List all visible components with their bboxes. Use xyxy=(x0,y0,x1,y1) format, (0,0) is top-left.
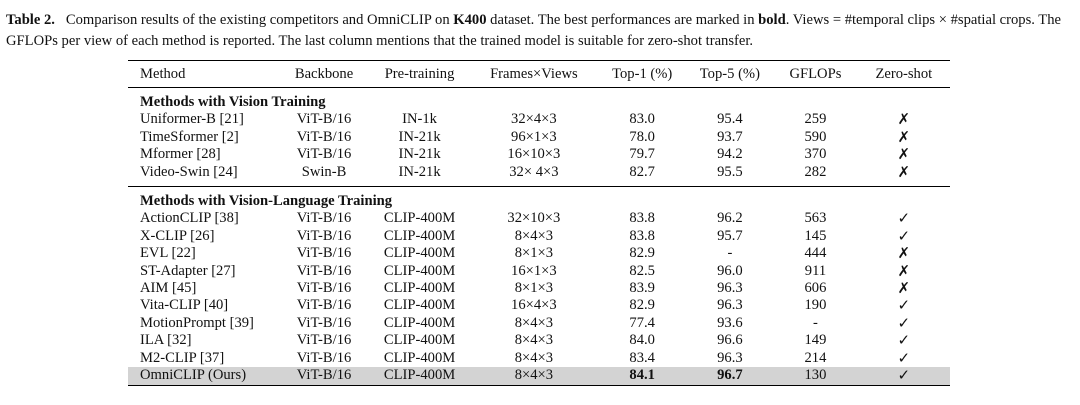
table-row xyxy=(128,129,950,146)
cell-frames: 16×10×3 xyxy=(507,146,561,163)
cell-zeroshot: ✓ xyxy=(897,313,911,332)
cell-method: EVL [22] xyxy=(140,245,196,262)
cell-zeroshot: ✓ xyxy=(897,209,911,228)
table-header-row xyxy=(128,61,950,88)
cell-top5: 96.3 xyxy=(717,280,743,297)
header-pretraining: Pre-training xyxy=(369,61,470,88)
cell-pretraining: IN-1k xyxy=(402,111,437,128)
cell-pretraining: CLIP-400M xyxy=(383,280,456,297)
cell-pretraining: IN-21k xyxy=(398,128,441,145)
cell-top5: 95.4 xyxy=(717,111,743,128)
cell-pretraining: CLIP-400M xyxy=(383,297,456,314)
cell-top1: 83.8 xyxy=(629,210,655,227)
cell-backbone: ViT-B/16 xyxy=(296,280,352,297)
cell-frames: 8×4×3 xyxy=(514,314,554,331)
header-frames-views: Frames×Views xyxy=(470,61,598,88)
cell-gflops: 606 xyxy=(804,280,827,297)
cell-frames: 96×1×3 xyxy=(511,128,557,145)
header-top1: Top-1 (%) xyxy=(598,61,687,88)
cell-gflops: 145 xyxy=(804,227,827,244)
cell-pretraining: CLIP-400M xyxy=(369,367,470,385)
cell-frames: 8×4×3 xyxy=(514,332,554,349)
cell-zeroshot: ✗ xyxy=(897,110,911,129)
cell-method: X-CLIP [26] xyxy=(140,227,215,244)
cell-gflops: 282 xyxy=(804,163,827,180)
cell-method: ILA [32] xyxy=(140,332,192,349)
table-row xyxy=(128,263,950,280)
table-row xyxy=(128,315,950,332)
cell-zeroshot: ✗ xyxy=(897,127,911,146)
cell-frames: 32× 4×3 xyxy=(509,163,559,180)
caption-label: Table 2. xyxy=(6,12,55,28)
cell-top5: 95.5 xyxy=(717,163,743,180)
cell-zeroshot: ✗ xyxy=(897,279,911,298)
cell-pretraining: CLIP-400M xyxy=(383,227,456,244)
cell-top1: 84.0 xyxy=(629,332,655,349)
cell-top5: 93.7 xyxy=(717,128,743,145)
cell-zeroshot: ✗ xyxy=(897,145,911,164)
table-row xyxy=(128,164,950,181)
cell-backbone: ViT-B/16 xyxy=(279,367,369,385)
cell-pretraining: CLIP-400M xyxy=(383,349,456,366)
cell-backbone: ViT-B/16 xyxy=(296,146,352,163)
cell-gflops: 130 xyxy=(773,367,857,385)
cell-pretraining: CLIP-400M xyxy=(383,245,456,262)
caption-dataset: K400 xyxy=(453,12,487,28)
cell-gflops: - xyxy=(813,314,818,331)
cell-backbone: ViT-B/16 xyxy=(296,227,352,244)
cell-top5: 96.2 xyxy=(717,210,743,227)
cell-frames: 8×4×3 xyxy=(470,367,598,385)
table-row xyxy=(128,245,950,262)
cell-frames: 16×1×3 xyxy=(511,262,557,279)
cell-gflops: 563 xyxy=(804,210,827,227)
cell-zeroshot: ✗ xyxy=(897,244,911,263)
cell-method: Vita-CLIP [40] xyxy=(140,297,229,314)
cell-top5: 96.6 xyxy=(717,332,743,349)
cell-frames: 32×10×3 xyxy=(507,210,561,227)
cell-pretraining: IN-21k xyxy=(398,146,441,163)
cell-backbone: ViT-B/16 xyxy=(296,332,352,349)
caption-text-1: Comparison results of the existing competitors and OmniCLIP on xyxy=(65,12,454,28)
cell-top1: 83.0 xyxy=(629,111,655,128)
cell-method: ActionCLIP [38] xyxy=(140,210,239,227)
cell-backbone: Swin-B xyxy=(301,163,347,180)
cell-pretraining: CLIP-400M xyxy=(383,210,456,227)
cell-method: Mformer [28] xyxy=(140,146,221,163)
cell-pretraining: CLIP-400M xyxy=(383,332,456,349)
cell-gflops: 190 xyxy=(804,297,827,314)
cell-top5: 93.6 xyxy=(717,314,743,331)
header-method: Method xyxy=(128,61,279,88)
cell-top1: 78.0 xyxy=(629,128,655,145)
section-title-row xyxy=(128,88,950,112)
cell-backbone: ViT-B/16 xyxy=(296,314,352,331)
cell-gflops: 214 xyxy=(804,349,827,366)
cell-zeroshot: ✓ xyxy=(897,331,911,350)
table-body xyxy=(128,88,950,386)
cell-backbone: ViT-B/16 xyxy=(296,111,352,128)
table-row xyxy=(128,210,950,227)
table-row xyxy=(128,367,950,385)
cell-top1: 77.4 xyxy=(629,314,655,331)
cell-top1: 82.7 xyxy=(629,163,655,180)
cell-top5: 96.0 xyxy=(717,262,743,279)
cell-zeroshot: ✗ xyxy=(897,261,911,280)
cell-top5: 96.3 xyxy=(717,349,743,366)
cell-method: Video-Swin [24] xyxy=(140,163,238,180)
cell-backbone: ViT-B/16 xyxy=(296,349,352,366)
cell-top1: 83.9 xyxy=(629,280,655,297)
cell-method: Uniformer-B [21] xyxy=(140,111,244,128)
cell-frames: 8×4×3 xyxy=(514,227,554,244)
cell-gflops: 911 xyxy=(804,262,827,279)
cell-gflops: 370 xyxy=(804,146,827,163)
section-title-row xyxy=(128,187,950,210)
comparison-table xyxy=(128,60,950,386)
cell-pretraining: IN-21k xyxy=(398,163,441,180)
cell-frames: 8×1×3 xyxy=(514,245,554,262)
cell-top1: 79.7 xyxy=(629,146,655,163)
cell-zeroshot: ✓ xyxy=(858,367,950,385)
cell-backbone: ViT-B/16 xyxy=(296,245,352,262)
cell-top1: 82.5 xyxy=(629,262,655,279)
cell-pretraining: CLIP-400M xyxy=(383,262,456,279)
cell-zeroshot: ✓ xyxy=(897,226,911,245)
table-row xyxy=(128,146,950,163)
table-row xyxy=(128,280,950,297)
table-row xyxy=(128,332,950,349)
cell-gflops: 444 xyxy=(804,245,827,262)
header-zero-shot: Zero-shot xyxy=(858,61,950,88)
table-row xyxy=(128,350,950,367)
cell-method: OmniCLIP (Ours) xyxy=(128,367,279,385)
cell-gflops: 259 xyxy=(804,111,827,128)
cell-method: TimeSformer [2] xyxy=(140,128,239,145)
cell-top1: 83.4 xyxy=(629,349,655,366)
cell-zeroshot: ✓ xyxy=(897,296,911,315)
cell-zeroshot: ✗ xyxy=(897,162,911,181)
cell-method: MotionPrompt [39] xyxy=(140,314,254,331)
caption-text-3: . Views = #temporal clips × #spatial crops. The GFLOPs per view of each method is reported. The last column mentions that the trained model is suitable for zero-shot transfer. xyxy=(6,12,1061,49)
header-top5: Top-5 (%) xyxy=(687,61,774,88)
table-row xyxy=(128,297,950,314)
cell-gflops: 590 xyxy=(804,128,827,145)
cell-top1: 82.9 xyxy=(629,245,655,262)
cell-frames: 8×4×3 xyxy=(514,349,554,366)
header-gflops: GFLOPs xyxy=(773,61,857,88)
cell-top5: 96.3 xyxy=(717,297,743,314)
cell-gflops: 149 xyxy=(804,332,827,349)
cell-top1: 82.9 xyxy=(629,297,655,314)
table-row xyxy=(128,111,950,128)
cell-backbone: ViT-B/16 xyxy=(296,297,352,314)
cell-backbone: ViT-B/16 xyxy=(296,128,352,145)
cell-top5: - xyxy=(727,245,733,262)
table-row xyxy=(128,228,950,245)
table-caption xyxy=(6,10,1074,52)
cell-top5: 96.7 xyxy=(687,367,774,385)
cell-backbone: ViT-B/16 xyxy=(296,210,352,227)
cell-backbone: ViT-B/16 xyxy=(296,262,352,279)
cell-method: ST-Adapter [27] xyxy=(140,262,236,279)
cell-frames: 16×4×3 xyxy=(511,297,557,314)
caption-text-2: dataset. The best performances are marked in xyxy=(486,12,759,28)
cell-frames: 32×4×3 xyxy=(511,111,557,128)
cell-method: M2-CLIP [37] xyxy=(140,349,225,366)
cell-zeroshot: ✓ xyxy=(897,348,911,367)
header-backbone: Backbone xyxy=(279,61,369,88)
cell-top5: 94.2 xyxy=(717,146,743,163)
cell-top1: 84.1 xyxy=(598,367,687,385)
section-title: Methods with Vision Training xyxy=(140,94,326,110)
cell-top5: 95.7 xyxy=(717,227,743,244)
section-title: Methods with Vision-Language Training xyxy=(140,193,393,210)
cell-frames: 8×1×3 xyxy=(514,280,554,297)
caption-bold-word: bold xyxy=(758,12,786,28)
cell-top1: 83.8 xyxy=(629,227,655,244)
cell-pretraining: CLIP-400M xyxy=(383,314,456,331)
cell-method: AIM [45] xyxy=(140,280,197,297)
